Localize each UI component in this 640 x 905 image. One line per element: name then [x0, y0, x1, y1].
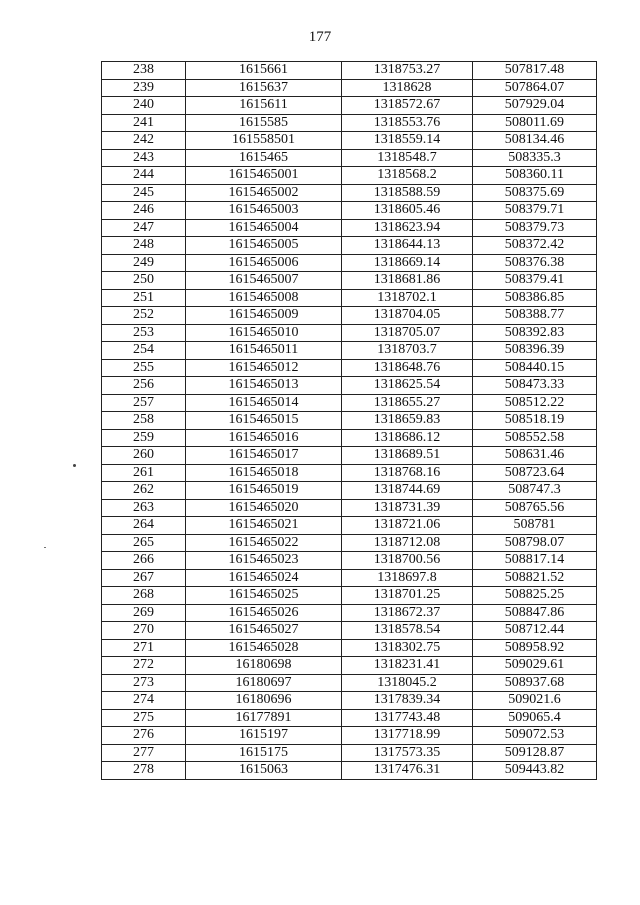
point-id-cell: 1615465012 — [186, 359, 342, 377]
point-id-cell: 1615465004 — [186, 219, 342, 237]
point-id-cell: 1615465011 — [186, 342, 342, 360]
y-coordinate-cell: 508518.19 — [473, 412, 597, 430]
y-coordinate-cell: 508781 — [473, 517, 597, 535]
point-id-cell: 1615611 — [186, 97, 342, 115]
point-id-cell: 1615465010 — [186, 324, 342, 342]
table-row — [102, 342, 597, 360]
table-row — [102, 394, 597, 412]
x-coordinate-cell: 1318686.12 — [342, 429, 473, 447]
row-number-cell: 256 — [102, 377, 186, 395]
scan-speck — [44, 547, 46, 548]
x-coordinate-cell: 1318625.54 — [342, 377, 473, 395]
row-number-cell: 239 — [102, 79, 186, 97]
point-id-cell: 1615465014 — [186, 394, 342, 412]
x-coordinate-cell: 1318669.14 — [342, 254, 473, 272]
row-number-cell: 273 — [102, 674, 186, 692]
y-coordinate-cell: 508512.22 — [473, 394, 597, 412]
table-row — [102, 639, 597, 657]
x-coordinate-cell: 1318231.41 — [342, 657, 473, 675]
x-coordinate-cell: 1318578.54 — [342, 622, 473, 640]
x-coordinate-cell: 1318744.69 — [342, 482, 473, 500]
y-coordinate-cell: 509443.82 — [473, 762, 597, 780]
table-row — [102, 464, 597, 482]
point-id-cell: 1615465 — [186, 149, 342, 167]
y-coordinate-cell: 508937.68 — [473, 674, 597, 692]
point-id-cell: 1615465020 — [186, 499, 342, 517]
row-number-cell: 249 — [102, 254, 186, 272]
row-number-cell: 255 — [102, 359, 186, 377]
row-number-cell: 253 — [102, 324, 186, 342]
x-coordinate-cell: 1318721.06 — [342, 517, 473, 535]
point-id-cell: 1615465001 — [186, 167, 342, 185]
row-number-cell: 238 — [102, 62, 186, 80]
row-number-cell: 278 — [102, 762, 186, 780]
y-coordinate-cell: 508335.3 — [473, 149, 597, 167]
table-row — [102, 219, 597, 237]
table-row — [102, 97, 597, 115]
row-number-cell: 274 — [102, 692, 186, 710]
point-id-cell: 1615465028 — [186, 639, 342, 657]
y-coordinate-cell: 508440.15 — [473, 359, 597, 377]
table-row — [102, 254, 597, 272]
row-number-cell: 269 — [102, 604, 186, 622]
row-number-cell: 251 — [102, 289, 186, 307]
table-row — [102, 569, 597, 587]
x-coordinate-cell: 1318628 — [342, 79, 473, 97]
y-coordinate-cell: 509128.87 — [473, 744, 597, 762]
point-id-cell: 1615465022 — [186, 534, 342, 552]
x-coordinate-cell: 1318548.7 — [342, 149, 473, 167]
coordinates-table — [101, 61, 597, 780]
row-number-cell: 242 — [102, 132, 186, 150]
point-id-cell: 1615465023 — [186, 552, 342, 570]
y-coordinate-cell: 508392.83 — [473, 324, 597, 342]
point-id-cell: 1615465015 — [186, 412, 342, 430]
table-row — [102, 289, 597, 307]
y-coordinate-cell: 507817.48 — [473, 62, 597, 80]
table-row — [102, 517, 597, 535]
point-id-cell: 1615661 — [186, 62, 342, 80]
table-row — [102, 447, 597, 465]
point-id-cell: 1615465003 — [186, 202, 342, 220]
row-number-cell: 264 — [102, 517, 186, 535]
y-coordinate-cell: 508958.92 — [473, 639, 597, 657]
row-number-cell: 243 — [102, 149, 186, 167]
point-id-cell: 1615465002 — [186, 184, 342, 202]
x-coordinate-cell: 1318568.2 — [342, 167, 473, 185]
x-coordinate-cell: 1318572.67 — [342, 97, 473, 115]
table-row — [102, 762, 597, 780]
y-coordinate-cell: 508817.14 — [473, 552, 597, 570]
row-number-cell: 259 — [102, 429, 186, 447]
x-coordinate-cell: 1318672.37 — [342, 604, 473, 622]
row-number-cell: 254 — [102, 342, 186, 360]
row-number-cell: 258 — [102, 412, 186, 430]
x-coordinate-cell: 1318702.1 — [342, 289, 473, 307]
point-id-cell: 16180697 — [186, 674, 342, 692]
x-coordinate-cell: 1318659.83 — [342, 412, 473, 430]
row-number-cell: 246 — [102, 202, 186, 220]
table-row — [102, 534, 597, 552]
x-coordinate-cell: 1318705.07 — [342, 324, 473, 342]
point-id-cell: 1615585 — [186, 114, 342, 132]
table-row — [102, 552, 597, 570]
table-row — [102, 272, 597, 290]
x-coordinate-cell: 1318712.08 — [342, 534, 473, 552]
table-row — [102, 324, 597, 342]
point-id-cell: 16180696 — [186, 692, 342, 710]
x-coordinate-cell: 1318648.76 — [342, 359, 473, 377]
y-coordinate-cell: 508372.42 — [473, 237, 597, 255]
y-coordinate-cell: 508396.39 — [473, 342, 597, 360]
table-row — [102, 167, 597, 185]
table-row — [102, 202, 597, 220]
table-row — [102, 482, 597, 500]
x-coordinate-cell: 1318605.46 — [342, 202, 473, 220]
row-number-cell: 263 — [102, 499, 186, 517]
point-id-cell: 1615465009 — [186, 307, 342, 325]
x-coordinate-cell: 1318700.56 — [342, 552, 473, 570]
x-coordinate-cell: 1318768.16 — [342, 464, 473, 482]
y-coordinate-cell: 508821.52 — [473, 569, 597, 587]
x-coordinate-cell: 1318697.8 — [342, 569, 473, 587]
table-row — [102, 709, 597, 727]
x-coordinate-cell: 1318731.39 — [342, 499, 473, 517]
point-id-cell: 1615465006 — [186, 254, 342, 272]
x-coordinate-cell: 1317839.34 — [342, 692, 473, 710]
table-row — [102, 132, 597, 150]
y-coordinate-cell: 509065.4 — [473, 709, 597, 727]
point-id-cell: 1615465021 — [186, 517, 342, 535]
point-id-cell: 1615175 — [186, 744, 342, 762]
y-coordinate-cell: 508825.25 — [473, 587, 597, 605]
point-id-cell: 1615465026 — [186, 604, 342, 622]
point-id-cell: 16180698 — [186, 657, 342, 675]
y-coordinate-cell: 508011.69 — [473, 114, 597, 132]
point-id-cell: 1615465019 — [186, 482, 342, 500]
row-number-cell: 265 — [102, 534, 186, 552]
row-number-cell: 252 — [102, 307, 186, 325]
table-row — [102, 114, 597, 132]
row-number-cell: 262 — [102, 482, 186, 500]
row-number-cell: 270 — [102, 622, 186, 640]
x-coordinate-cell: 1318644.13 — [342, 237, 473, 255]
table-row — [102, 604, 597, 622]
table-row — [102, 307, 597, 325]
x-coordinate-cell: 1317476.31 — [342, 762, 473, 780]
point-id-cell: 1615197 — [186, 727, 342, 745]
point-id-cell: 1615465005 — [186, 237, 342, 255]
x-coordinate-cell: 1318701.25 — [342, 587, 473, 605]
point-id-cell: 1615465027 — [186, 622, 342, 640]
point-id-cell: 1615465013 — [186, 377, 342, 395]
row-number-cell: 268 — [102, 587, 186, 605]
y-coordinate-cell: 508376.38 — [473, 254, 597, 272]
y-coordinate-cell: 508552.58 — [473, 429, 597, 447]
point-id-cell: 16177891 — [186, 709, 342, 727]
y-coordinate-cell: 508388.77 — [473, 307, 597, 325]
y-coordinate-cell: 507864.07 — [473, 79, 597, 97]
y-coordinate-cell: 508747.3 — [473, 482, 597, 500]
x-coordinate-cell: 1317573.35 — [342, 744, 473, 762]
row-number-cell: 247 — [102, 219, 186, 237]
x-coordinate-cell: 1318302.75 — [342, 639, 473, 657]
row-number-cell: 271 — [102, 639, 186, 657]
y-coordinate-cell: 508360.11 — [473, 167, 597, 185]
table-row — [102, 79, 597, 97]
table-row — [102, 237, 597, 255]
row-number-cell: 260 — [102, 447, 186, 465]
table-row — [102, 499, 597, 517]
row-number-cell: 272 — [102, 657, 186, 675]
table-row — [102, 674, 597, 692]
row-number-cell: 267 — [102, 569, 186, 587]
y-coordinate-cell: 509072.53 — [473, 727, 597, 745]
x-coordinate-cell: 1318655.27 — [342, 394, 473, 412]
table-row — [102, 587, 597, 605]
row-number-cell: 245 — [102, 184, 186, 202]
table-row — [102, 429, 597, 447]
x-coordinate-cell: 1318559.14 — [342, 132, 473, 150]
row-number-cell: 244 — [102, 167, 186, 185]
y-coordinate-cell: 509029.61 — [473, 657, 597, 675]
y-coordinate-cell: 508379.73 — [473, 219, 597, 237]
page-number: 177 — [308, 29, 332, 45]
x-coordinate-cell: 1318045.2 — [342, 674, 473, 692]
point-id-cell: 1615465025 — [186, 587, 342, 605]
row-number-cell: 276 — [102, 727, 186, 745]
point-id-cell: 1615465017 — [186, 447, 342, 465]
table-row — [102, 744, 597, 762]
row-number-cell: 261 — [102, 464, 186, 482]
row-number-cell: 240 — [102, 97, 186, 115]
y-coordinate-cell: 508473.33 — [473, 377, 597, 395]
x-coordinate-cell: 1318588.59 — [342, 184, 473, 202]
point-id-cell: 1615063 — [186, 762, 342, 780]
row-number-cell: 250 — [102, 272, 186, 290]
y-coordinate-cell: 507929.04 — [473, 97, 597, 115]
point-id-cell: 1615637 — [186, 79, 342, 97]
table-row — [102, 412, 597, 430]
point-id-cell: 1615465008 — [186, 289, 342, 307]
row-number-cell: 275 — [102, 709, 186, 727]
row-number-cell: 241 — [102, 114, 186, 132]
x-coordinate-cell: 1317743.48 — [342, 709, 473, 727]
y-coordinate-cell: 508386.85 — [473, 289, 597, 307]
table-row — [102, 377, 597, 395]
y-coordinate-cell: 508379.71 — [473, 202, 597, 220]
y-coordinate-cell: 508375.69 — [473, 184, 597, 202]
y-coordinate-cell: 508379.41 — [473, 272, 597, 290]
x-coordinate-cell: 1318753.27 — [342, 62, 473, 80]
row-number-cell: 248 — [102, 237, 186, 255]
scan-speck — [73, 464, 76, 467]
y-coordinate-cell: 508798.07 — [473, 534, 597, 552]
x-coordinate-cell: 1318623.94 — [342, 219, 473, 237]
y-coordinate-cell: 508631.46 — [473, 447, 597, 465]
y-coordinate-cell: 509021.6 — [473, 692, 597, 710]
x-coordinate-cell: 1317718.99 — [342, 727, 473, 745]
x-coordinate-cell: 1318703.7 — [342, 342, 473, 360]
table-body — [102, 62, 597, 780]
point-id-cell: 1615465016 — [186, 429, 342, 447]
row-number-cell: 277 — [102, 744, 186, 762]
table-row — [102, 727, 597, 745]
table-row — [102, 622, 597, 640]
table-row — [102, 692, 597, 710]
y-coordinate-cell: 508847.86 — [473, 604, 597, 622]
point-id-cell: 1615465007 — [186, 272, 342, 290]
row-number-cell: 257 — [102, 394, 186, 412]
x-coordinate-cell: 1318553.76 — [342, 114, 473, 132]
y-coordinate-cell: 508723.64 — [473, 464, 597, 482]
table-row — [102, 657, 597, 675]
table-row — [102, 149, 597, 167]
row-number-cell: 266 — [102, 552, 186, 570]
point-id-cell: 1615465018 — [186, 464, 342, 482]
y-coordinate-cell: 508134.46 — [473, 132, 597, 150]
table-row — [102, 359, 597, 377]
x-coordinate-cell: 1318704.05 — [342, 307, 473, 325]
x-coordinate-cell: 1318681.86 — [342, 272, 473, 290]
table-row — [102, 184, 597, 202]
point-id-cell: 161558501 — [186, 132, 342, 150]
table-row — [102, 62, 597, 80]
point-id-cell: 1615465024 — [186, 569, 342, 587]
y-coordinate-cell: 508765.56 — [473, 499, 597, 517]
x-coordinate-cell: 1318689.51 — [342, 447, 473, 465]
y-coordinate-cell: 508712.44 — [473, 622, 597, 640]
